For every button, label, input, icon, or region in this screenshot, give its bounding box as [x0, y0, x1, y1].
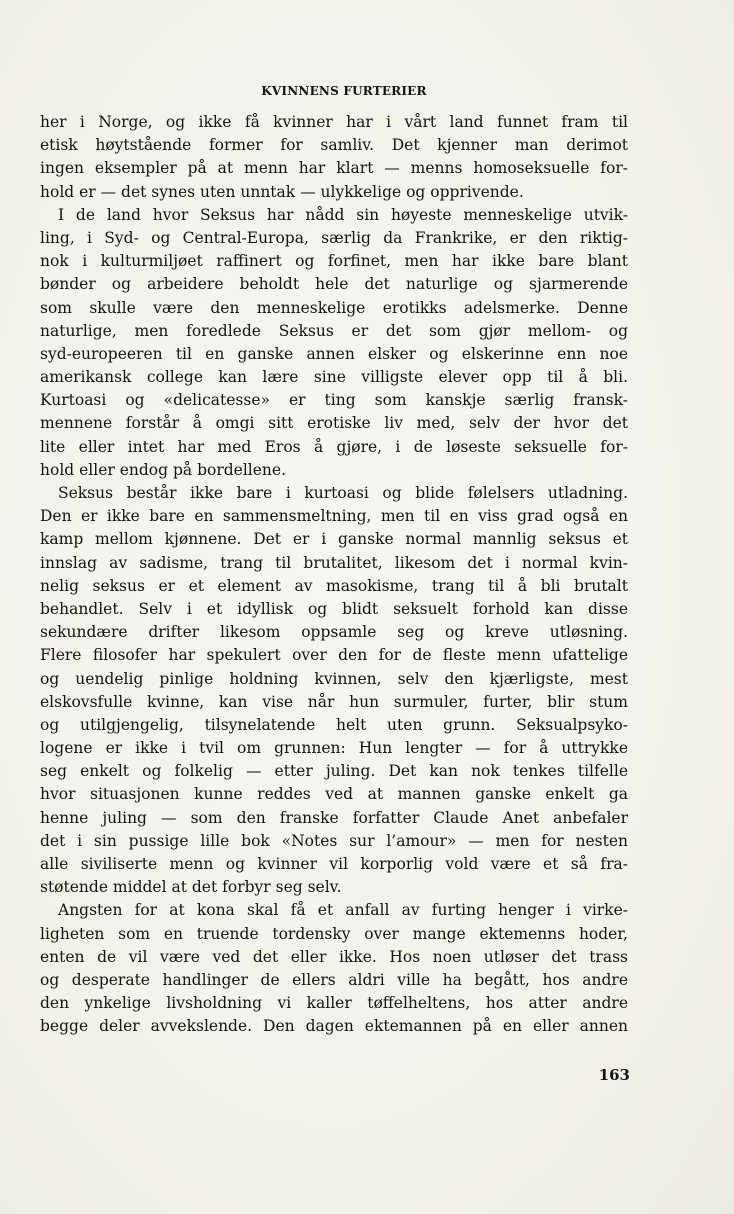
text-line: ingen eksempler på at menn har klart — menns homoseksuelle for- [40, 159, 628, 178]
text-line: naturlige, men foredlede Seksus er det som gjør mellom- og [40, 321, 628, 340]
text-line: som skulle være den menneskelige erotikks adelsmerke. Denne [40, 298, 628, 317]
text-line: mennene forstår å omgi sitt erotiske liv med, selv der hvor det [40, 414, 628, 433]
text-line: sekundære drifter likesom oppsamle seg og kreve utløsning. [40, 623, 628, 642]
text-line: hvor situasjonen kunne reddes ved at mannen ganske enkelt ga [40, 785, 628, 804]
text-line: begge deler avvekslende. Den dagen ektemannen på en eller annen [40, 1017, 628, 1036]
text-line: hold eller endog på bordellene. [40, 460, 286, 479]
text-line: nelig seksus er et element av masokisme, trang til å bli brutalt [40, 576, 628, 595]
text-line: enten de vil være ved det eller ikke. Hos noen utløser det trass [40, 947, 628, 966]
text-line: Seksus består ikke bare i kurtoasi og blide følelsers utladning. [58, 484, 628, 502]
text-line: ling, i Syd- og Central-Europa, særlig da Frankrike, er den riktig- [40, 228, 628, 247]
page-number: 163 [598, 1066, 630, 1084]
text-line: lite eller intet har med Eros å gjøre, i de løseste seksuelle for- [40, 437, 628, 456]
text-line: Kurtoasi og «delicatesse» er ting som kanskje særlig fransk- [40, 391, 628, 410]
text-line: alle siviliserte menn og kvinner vil korporlig vold være et så fra- [40, 855, 628, 873]
text-line: hold er — det synes uten unntak — ulykkelige og opprivende. [40, 182, 524, 201]
running-head: KVINNENS FURTERIER [261, 84, 427, 98]
text-line: nok i kulturmiljøet raffinert og forfinet, men har ikke bare blant [40, 252, 628, 271]
text-line: I de land hvor Seksus har nådd sin høyeste menneskelige utvik- [58, 205, 628, 224]
text-line: behandlet. Selv i et idyllisk og blidt seksuelt forhold kan disse [40, 599, 628, 618]
text-line: her i Norge, og ikke få kvinner har i vårt land funnet fram til [40, 113, 628, 131]
text-line: støtende middel at det forbyr seg selv. [40, 878, 342, 897]
body-text [40, 111, 628, 1039]
text-line: ligheten som en truende tordensky over mange ektemenns hoder, [40, 924, 628, 943]
text-line: og desperate handlinger de ellers aldri ville ha begått, hos andre [40, 970, 628, 989]
text-line: etisk høytstående former for samliv. Det kjenner man derimot [40, 136, 628, 155]
text-line: Den er ikke bare en sammensmeltning, men til en viss grad også en [40, 507, 628, 526]
text-line: innslag av sadisme, trang til brutalitet, likesom det i normal kvin- [40, 553, 628, 572]
text-line: amerikansk college kan lære sine villigste elever opp til å bli. [40, 368, 628, 387]
text-line: og uendelig pinlige holdning kvinnen, selv den kjærligste, mest [40, 669, 628, 688]
text-line: og utilgjengelig, tilsynelatende helt uten grunn. Seksualpsyko- [40, 715, 628, 734]
text-line: bønder og arbeidere beholdt hele det naturlige og sjarmerende [40, 275, 628, 294]
text-line: henne juling — som den franske forfatter Claude Anet anbefaler [40, 808, 628, 827]
text-line: logene er ikke i tvil om grunnen: Hun lengter — for å uttrykke [40, 739, 628, 758]
text-line: det i sin pussige lille bok «Notes sur l’amour» — men for nesten [40, 831, 628, 850]
text-line: syd-europeeren til en ganske annen elsker og elskerinne enn noe [40, 344, 628, 363]
text-line: den ynkelige livsholdning vi kaller tøffelheltens, hos atter andre [40, 994, 628, 1013]
text-line: elskovsfulle kvinne, kan vise når hun surmuler, furter, blir stum [40, 692, 628, 711]
text-line: Angsten for at kona skal få et anfall av furting henger i virke- [58, 901, 628, 920]
text-line: kamp mellom kjønnene. Det er i ganske normal mannlig seksus et [40, 530, 628, 549]
text-line: seg enkelt og folkelig — etter juling. Det kan nok tenkes tilfelle [40, 762, 628, 781]
text-line: Flere filosofer har spekulert over den for de fleste menn ufattelige [40, 646, 628, 665]
